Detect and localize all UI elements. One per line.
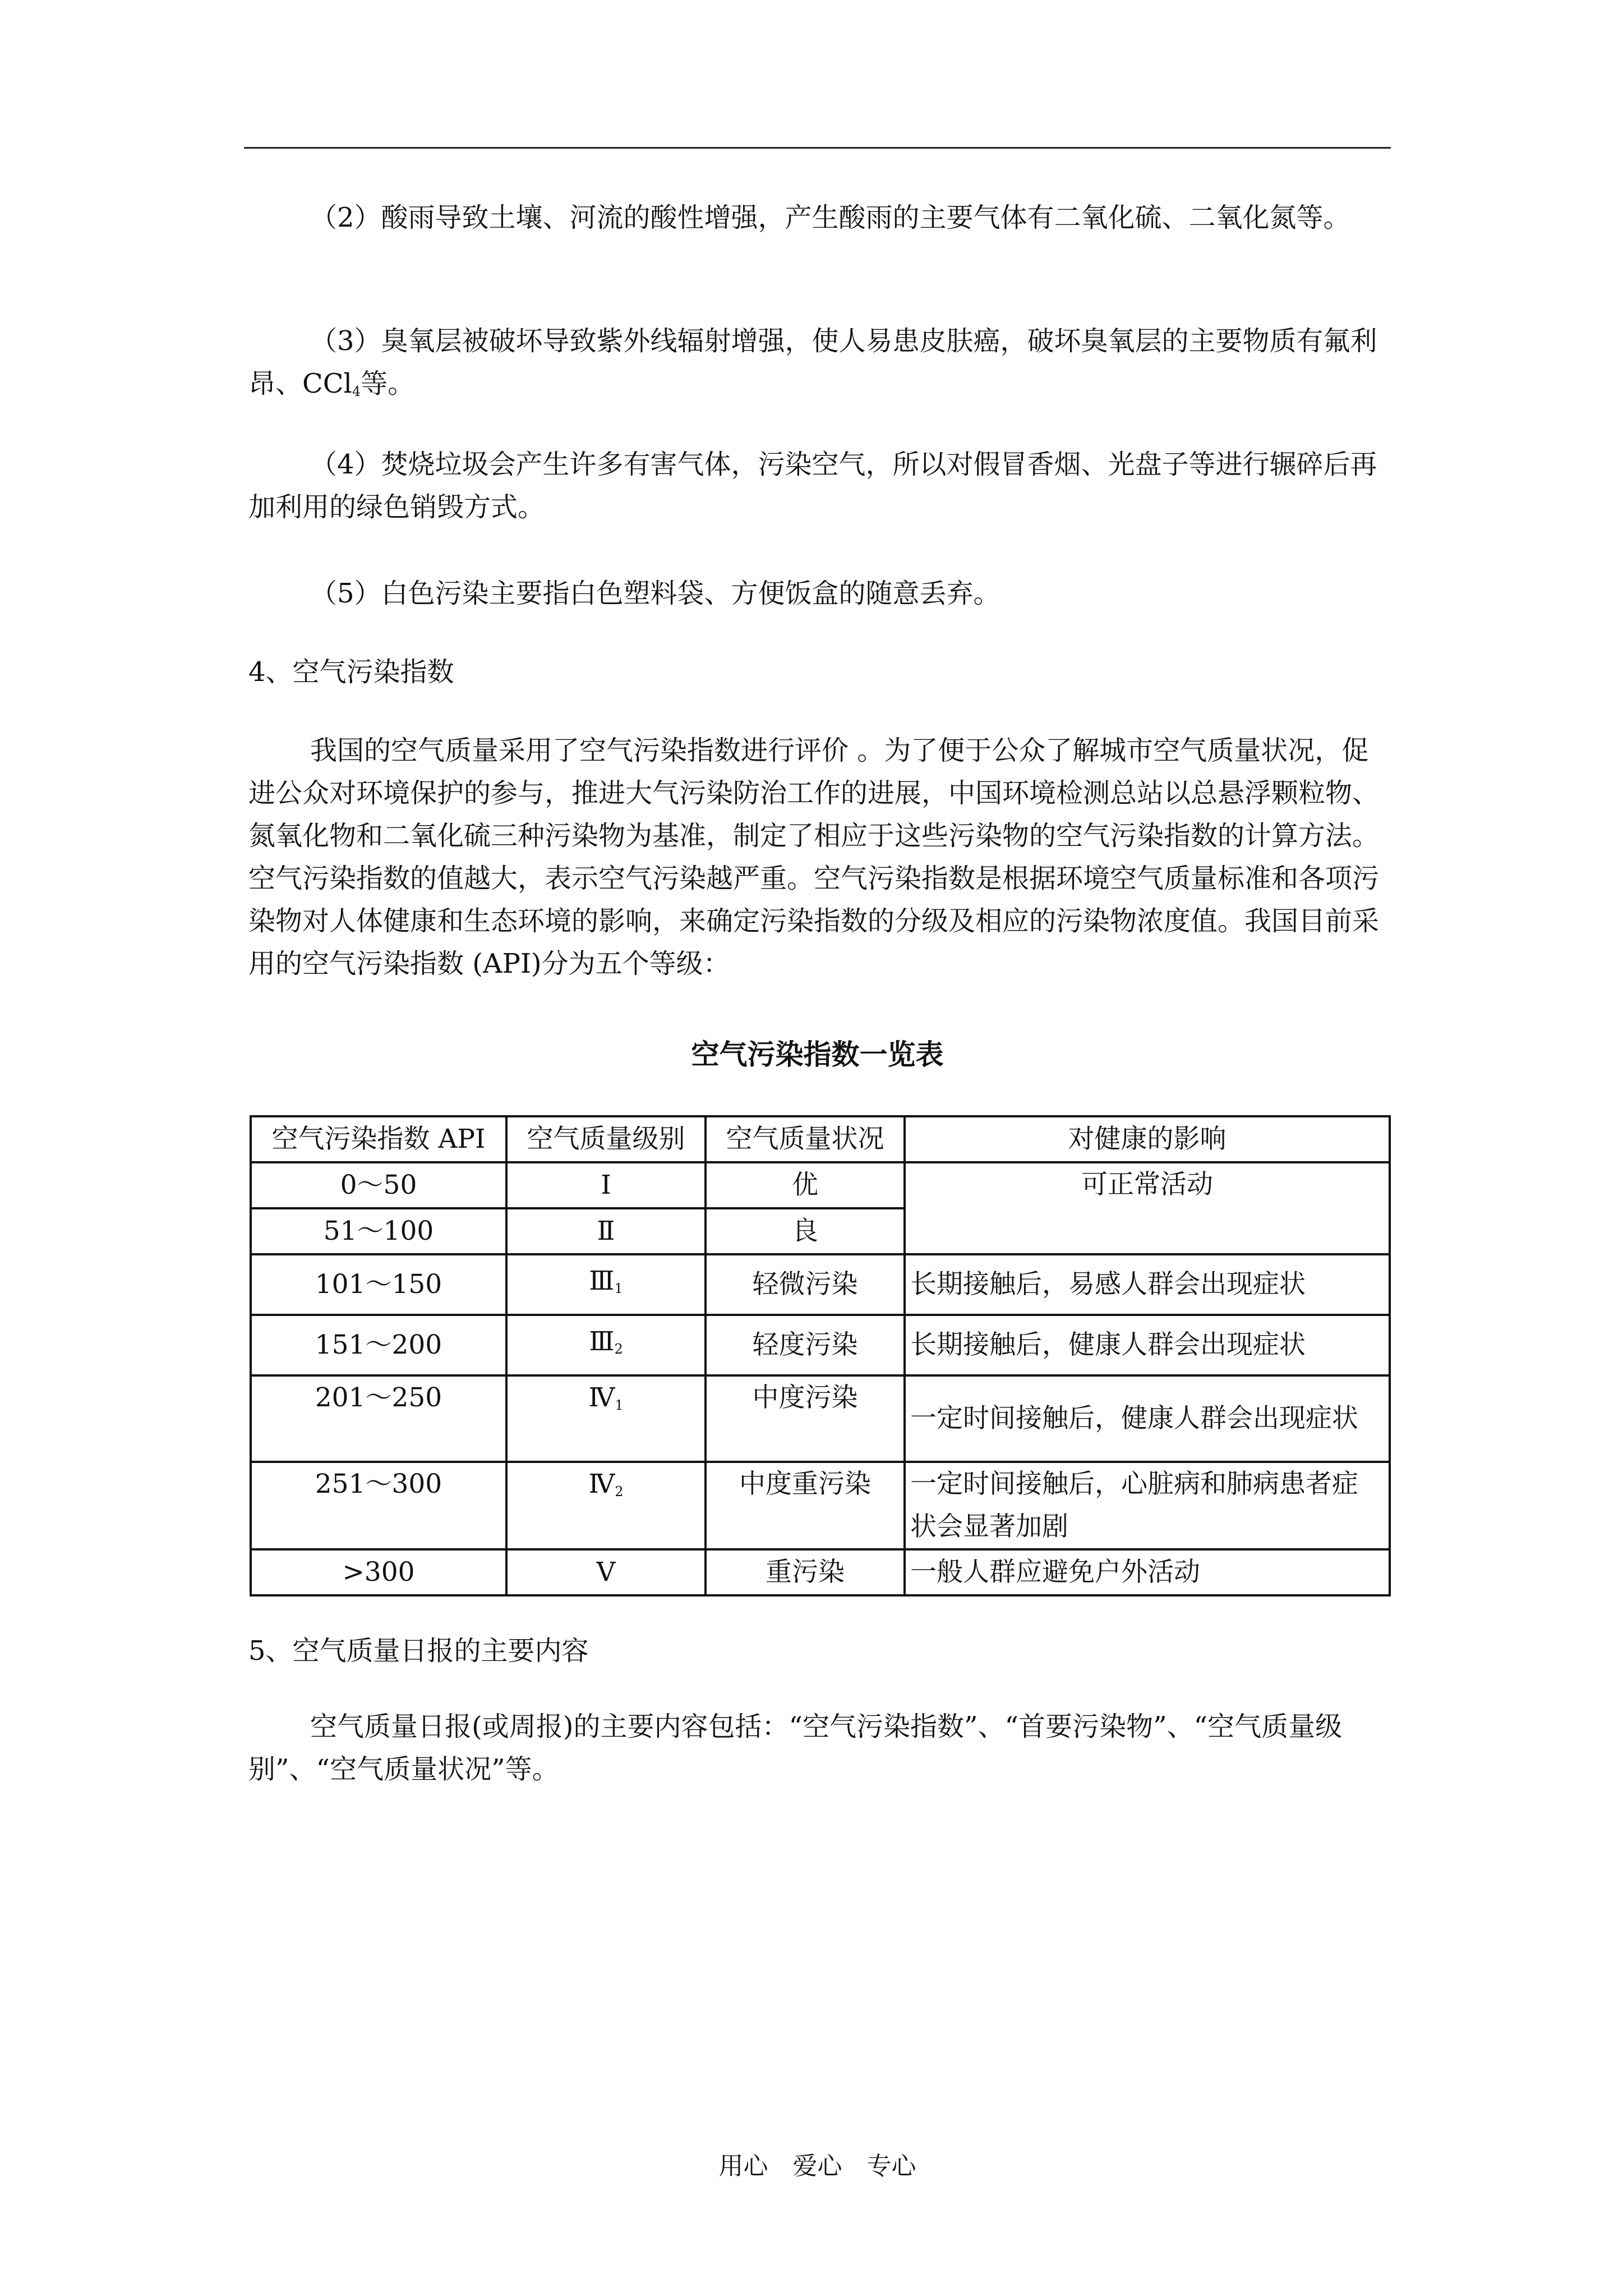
cell-api: 51～100 [251,1208,506,1254]
cell-effect: 长期接触后，易感人群会出现症状 [905,1254,1390,1315]
table-header-row [251,1116,1390,1162]
level-numeral: Ⅲ [589,1265,615,1296]
cell-status: 轻度污染 [706,1315,905,1375]
level-subscript: 2 [614,1341,623,1357]
header-effect: 对健康的影响 [905,1116,1390,1162]
cell-status: 重污染 [706,1549,905,1595]
level-subscript: 1 [615,1397,624,1413]
cell-api: 251～300 [251,1462,506,1549]
cell-status: 轻微污染 [706,1254,905,1315]
cell-effect: 一般人群应避免户外活动 [905,1549,1390,1595]
cell-status: 中度重污染 [706,1462,905,1549]
level-numeral: Ⅳ [588,1469,615,1499]
level-numeral: Ⅲ [589,1326,615,1357]
cell-effect: 长期接触后，健康人群会出现症状 [905,1315,1390,1375]
cell-status: 良 [706,1208,905,1254]
cell-level [506,1254,706,1315]
table-row [251,1462,1390,1549]
header-status: 空气质量状况 [706,1116,905,1162]
table-row [251,1315,1390,1375]
api-table [250,1115,1391,1596]
header-rule [244,147,1391,149]
cell-api: 0～50 [251,1162,506,1208]
table-row [251,1375,1390,1462]
paragraph-white-pollution: （5）白色污染主要指白色塑料袋、方便饭盒的随意丢弃。 [310,578,1000,609]
ozone-text-end: 等。 [361,368,415,399]
section-5-heading: 5、空气质量日报的主要内容 [248,1635,589,1667]
cell-api: 201～250 [251,1375,506,1462]
paragraph-acid-rain: （2）酸雨导致土壤、河流的酸性增强，产生酸雨的主要气体有二氧化硫、二氧化氮等。 [310,202,1350,233]
cell-effect: 一定时间接触后，健康人群会出现症状 [905,1375,1390,1462]
cell-level [506,1375,706,1462]
table-row [251,1254,1390,1315]
header-api: 空气污染指数 API [251,1116,506,1162]
table-row [251,1162,1390,1208]
section-4-body: 我国的空气质量采用了空气污染指数进行评价 。为了便于公众了解城市空气质量状况，促进公众对环境保护的参与，推进大气污染防治工作的进展，中国环境检测总站以总悬浮颗粒物、氮氧化物和二氧化硫三种污染物为基准，制定了相应于这些污染物的空气污染指数的计算方法。空气污染指数的值越大，表示空气污染越严重。空气污染指数是根据环境空气质量标准和各项污染物对人体健康和生态环境的影响，来确定污染指数的分级及相应的污染物浓度值。我国目前采用的空气污染指数 (API)分为五个等级： [248,735,1380,979]
paragraph-garbage: （4）焚烧垃圾会产生许多有害气体，污染空气，所以对假冒香烟、光盘子等进行辗碎后再加利用的绿色销毁方式。 [248,449,1377,523]
cell-api: 101～150 [251,1254,506,1315]
cell-effect: 一定时间接触后，心脏病和肺病患者症状会显著加剧 [905,1462,1390,1549]
section-4-heading: 4、空气污染指数 [248,656,454,688]
ozone-subscript: 4 [352,384,361,399]
header-level: 空气质量级别 [506,1116,706,1162]
level-numeral: Ⅳ [588,1382,615,1413]
cell-level: V [506,1549,706,1595]
level-subscript: 2 [615,1484,624,1499]
table-row [251,1549,1390,1595]
cell-status: 优 [706,1162,905,1208]
section-5-body: 空气质量日报(或周报)的主要内容包括：“空气污染指数”、“首要污染物”、“空气质量级别”、“空气质量状况”等。 [248,1711,1343,1785]
cell-level: I [506,1162,706,1208]
cell-status: 中度污染 [706,1375,905,1462]
level-subscript: 1 [614,1280,623,1296]
ozone-text: （3）臭氧层被破坏导致紫外线辐射增强，使人易患皮肤癌，破坏臭氧层的主要物质有氟利昂、CCl [248,325,1377,399]
cell-level [506,1315,706,1375]
cell-api: >300 [251,1549,506,1595]
cell-level: Ⅱ [506,1208,706,1254]
table-title: 空气污染指数一览表 [691,1038,944,1071]
cell-level [506,1462,706,1549]
page-footer: 用心 爱心 专心 [718,2152,916,2180]
paragraph-ozone [248,320,1387,413]
cell-effect: 可正常活动 [905,1162,1390,1254]
cell-api: 151～200 [251,1315,506,1375]
